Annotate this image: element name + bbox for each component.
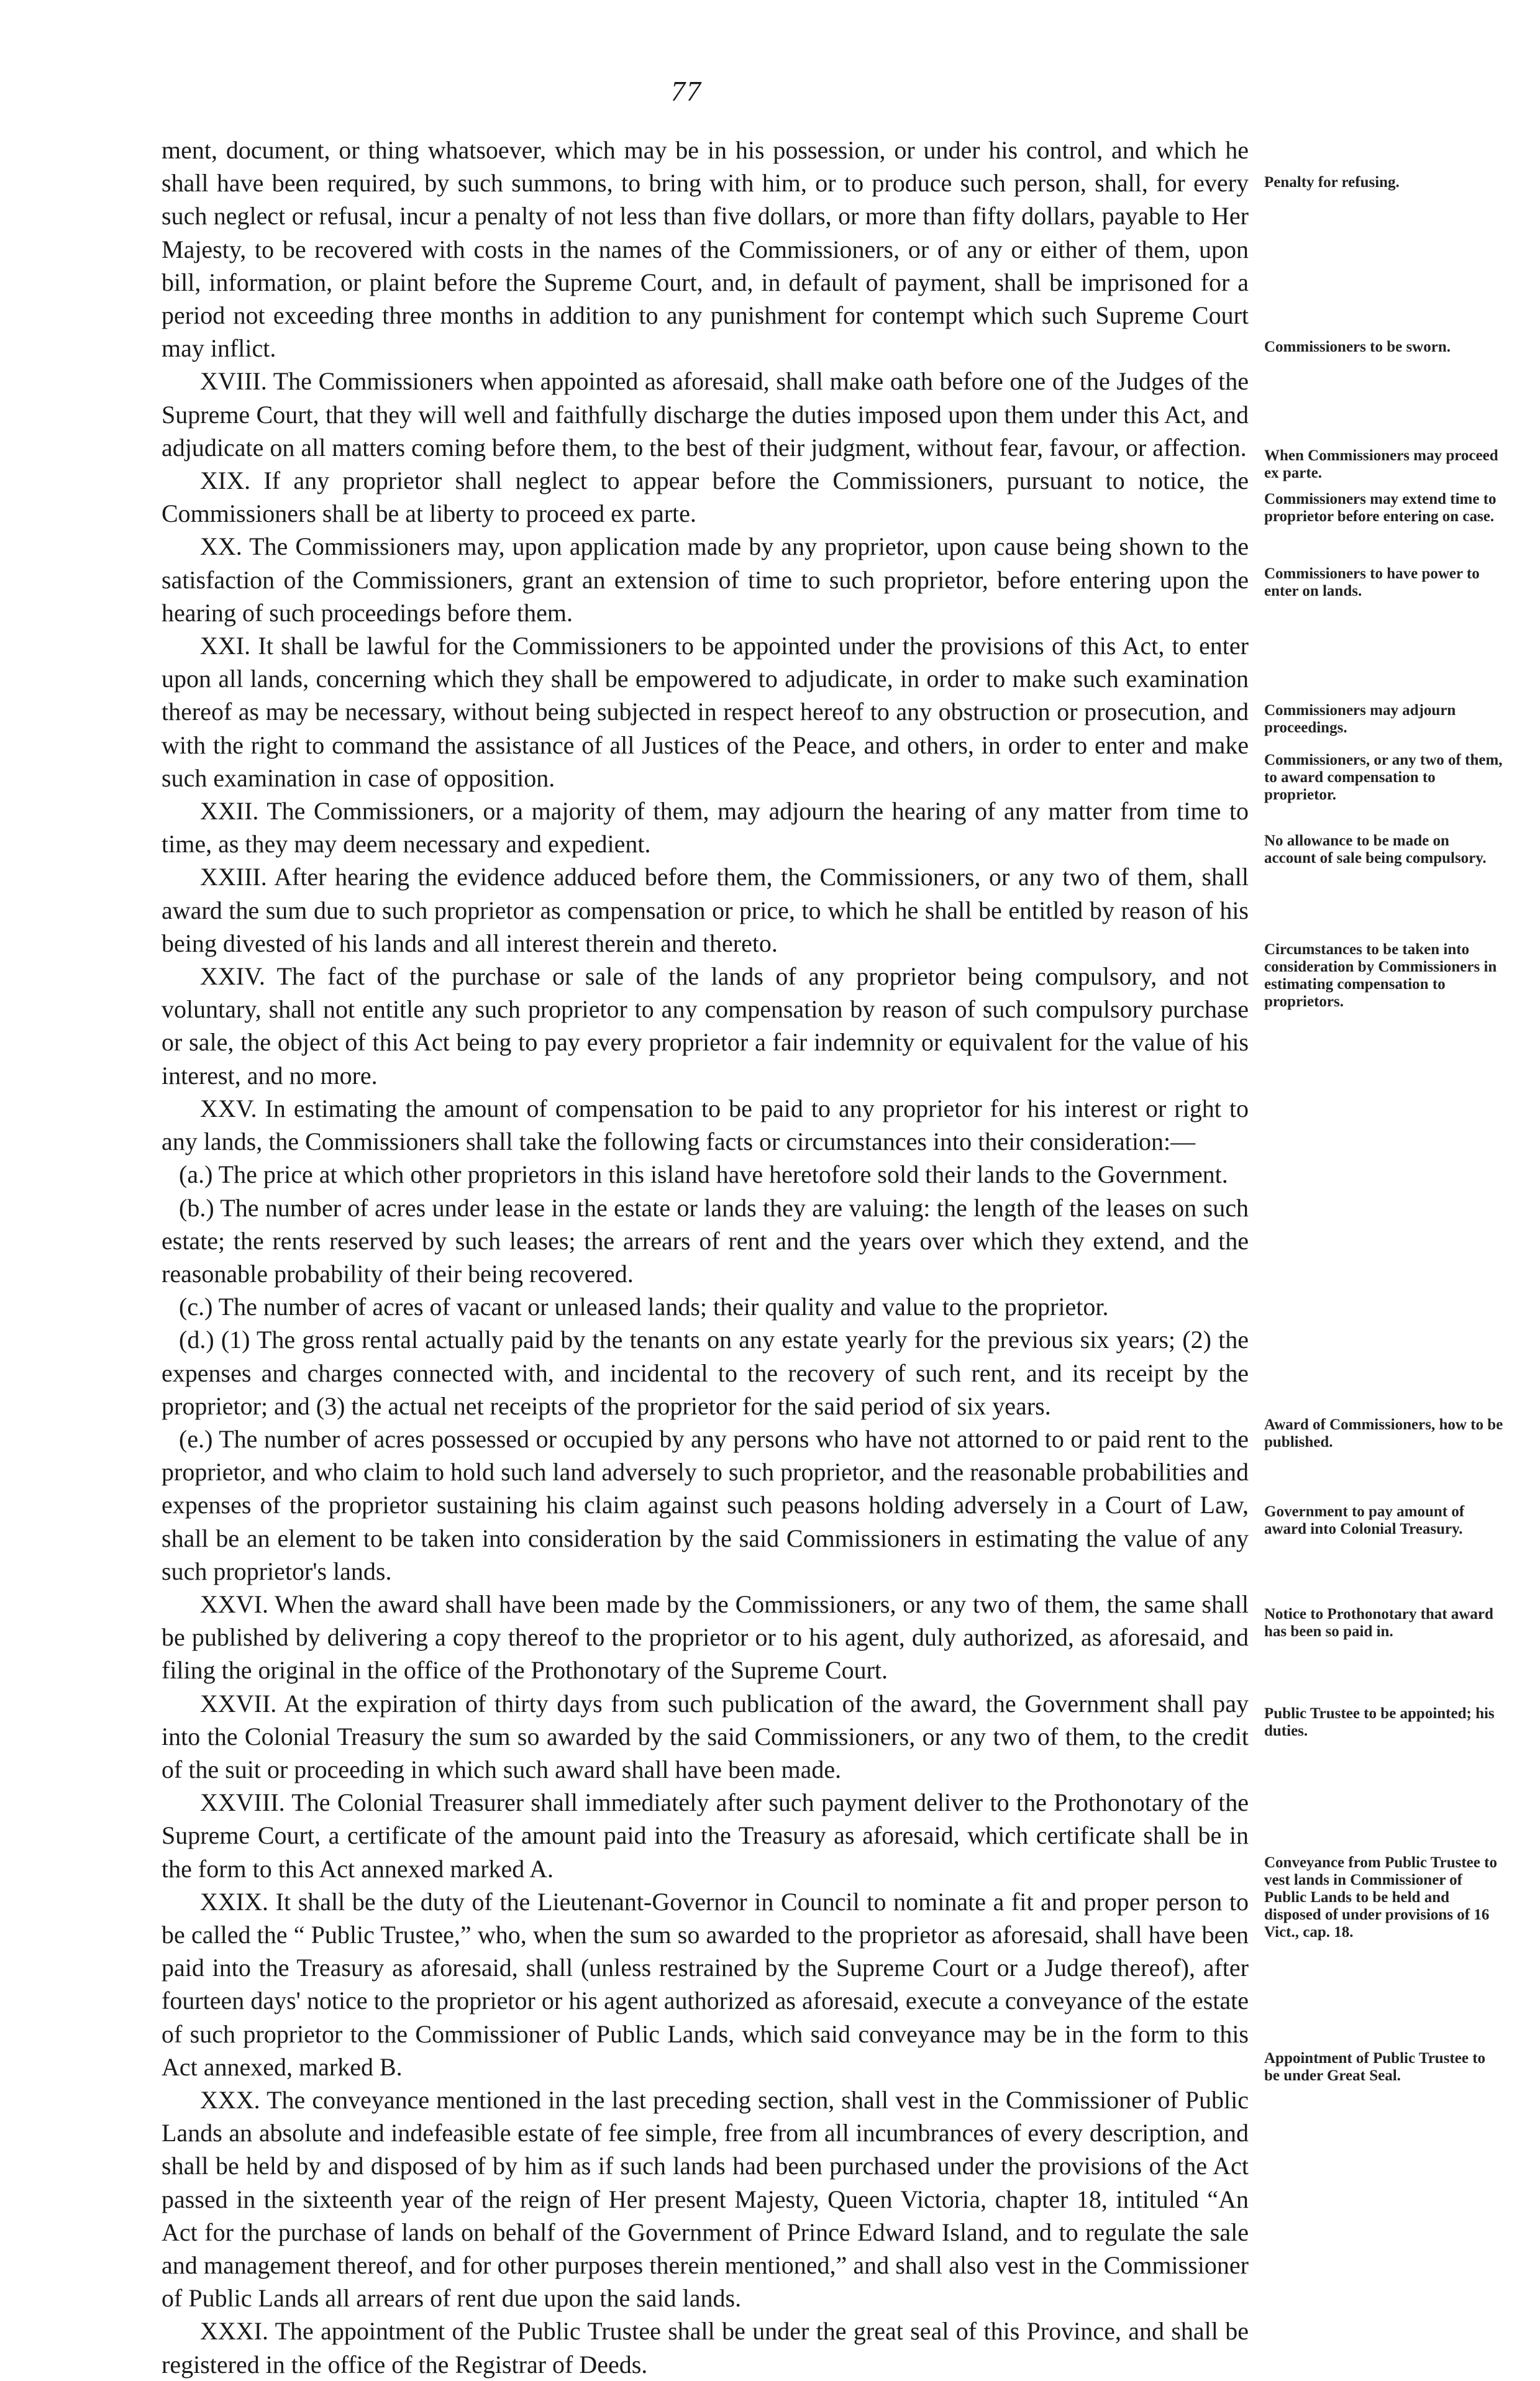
section-xxiii: XXIII. After hearing the evidence adduced before them, the Commissioners, or any two of them, shall award the sum due to such proprietor as compensation or price, to which he shall be entitled by reason of his being divested of his lands and all interest therein and thereto.: [162, 863, 1249, 957]
section-xxi: XXI. It shall be lawful for the Commissioners to be appointed under the provisions of this Act, to enter upon all lands, concerning which they shall be empowered to adjudicate, in order to make such examination thereof as may be necessary, without being subjected in respect hereof to any obstruction or prosecution, and with the right to command the assistance of all Justices of the Peace, and others, in order to enter and make such examination in case of opposition.: [162, 632, 1249, 792]
margin-note-allowance: No allowance to be made on account of sale being compulsory.: [1264, 832, 1487, 867]
margin-note-extend-time: Commissioners may extend time to proprietor before entering on case.: [1264, 491, 1497, 525]
section-xxviii: XXVIII. The Colonial Treasurer shall immediately after such payment deliver to the Prothonotary of the Supreme Court, a certificate of the amount paid into the Treasury as aforesaid, which certificate shall be in the form to this Act annexed marked A.: [162, 1788, 1249, 1883]
section-xviii: XVIII. The Commissioners when appointed as aforesaid, shall make oath before one of the Judges of the Supreme Court, that they will well and faithfully discharge the duties imposed upon them under this Act, and adjudicate on all matters coming before them, to the best of their judgment, without fear, favour, or affection.: [162, 367, 1249, 462]
section-xx: XX. The Commissioners may, upon application made by any proprietor, upon cause being shown to the satisfaction of the Commissioners, grant an extension of time to such proprietor, before entering upon the hearing of such proceedings before them.: [162, 532, 1249, 627]
section-xix: XIX. If any proprietor shall neglect to appear before the Commissioners, pursuant to notice, the Commissioners shall be at liberty to proceed ex parte.: [162, 467, 1249, 528]
margin-note-pay: Government to pay amount of award into Colonial Treasury.: [1264, 1503, 1465, 1537]
margin-note-seal: Appointment of Public Trustee to be under Great Seal.: [1264, 2050, 1486, 2084]
margin-note-circumstances: Circumstances to be taken into consideration by Commissioners in estimating compensation to proprietors.: [1264, 941, 1497, 1010]
margin-note-ex-parte: When Commissioners may proceed ex parte.: [1264, 447, 1498, 481]
margin-note-award: Commissioners, or any two of them, to award compensation to proprietor.: [1264, 752, 1503, 803]
section-xxv-item-c: (c.) The number of acres of vacant or unleased lands; their quality and value to the proprietor.: [179, 1293, 1109, 1321]
statute-body: [162, 134, 1249, 2381]
margin-note-sworn: Commissioners to be sworn.: [1264, 339, 1451, 355]
section-xxv-item-e: (e.) The number of acres possessed or occupied by any persons who have not attorned to or paid rent to the proprietor, and who claim to hold such land adversely to such proprietor, and the reasonable probabilities and expenses of the proprietor sustaining his claim against such peasons holding adversely in a Court of Law, shall be an element to be taken into consideration by the said Commissioners in estimating the value of any such proprietor's lands.: [162, 1424, 1249, 1585]
margin-note-publish: Award of Commissioners, how to be published.: [1264, 1416, 1503, 1450]
section-xxii: XXII. The Commissioners, or a majority of them, may adjourn the hearing of any matter from time to time, as they may deem necessary and expedient.: [162, 797, 1249, 858]
section-xxv-item-a: (a.) The price at which other proprietors in this island have heretofore sold their lands to the Government.: [179, 1160, 1228, 1189]
section-xxvii: XXVII. At the expiration of thirty days from such publication of the award, the Government shall pay into the Colonial Treasury the sum so awarded by the said Commissioners, or any two of them, to the credit of the suit or proceeding in which such award shall have been made.: [162, 1689, 1249, 1783]
section-xxv: XXV. In estimating the amount of compensation to be paid to any proprietor for his interest or right to any lands, the Commissioners shall take the following facts or circumstances into their consideration:—: [162, 1094, 1249, 1156]
margin-note-trustee: Public Trustee to be appointed; his duties.: [1264, 1705, 1495, 1739]
section-xxv-item-b: (b.) The number of acres under lease in the estate or lands they are valuing: the length of the leases on such estate; the rents reserved by such leases; the arrears of rent and the years over which they extend, and the reasonable probability of their being recovered.: [162, 1193, 1249, 1288]
section-xxvi: XXVI. When the award shall have been made by the Commissioners, or any two of them, the same shall be published by delivering a copy thereof to the proprietor or to his agent, duly authorized, as aforesaid, and filing the original in the office of the Prothonotary of the Supreme Court.: [162, 1590, 1249, 1685]
section-xxx: XXX. The conveyance mentioned in the last preceding section, shall vest in the Commissioner of Public Lands an absolute and indefeasible estate of fee simple, free from all incumbrances of every description, and shall be held by and disposed of by him as if such lands had been purchased under the provisions of the Act passed in the sixteenth year of the reign of Her present Majesty, Queen Victoria, chapter 18, intituled “An Act for the purchase of lands on behalf of the Government of Prince Edward Island, and to regulate the sale and management thereof, and for other purposes therein mentioned,” and shall also vest in the Commissioner of Public Lands all arrears of rent due upon the said lands.: [162, 2085, 1249, 2313]
section-xxv-item-d: (d.) (1) The gross rental actually paid by the tenants on any estate yearly for the previous six years; (2) the expenses and charges connected with, and incidental to the recovery of such rent, and its receipt by the proprietor; and (3) the actual net receipts of the proprietor for the said period of six years.: [162, 1326, 1249, 1420]
section-xxix: XXIX. It shall be the duty of the Lieutenant-Governor in Council to nominate a fit and proper person to be called the “ Public Trustee,” who, when the sum so awarded to the proprietor as aforesaid, shall have been paid into the Treasury as aforesaid, shall (unless restrained by the Supreme Court or a Judge thereof), after fourteen days' notice to the proprietor or his agent authorized as aforesaid, execute a conveyance of the estate of such proprietor to the Commissioner of Public Lands, which said conveyance may be in the form to this Act annexed, marked B.: [162, 1887, 1249, 2081]
section-xxiv: XXIV. The fact of the purchase or sale of the lands of any proprietor being compulsory, and not voluntary, shall not entitle any such proprietor to any compensation by reason of such compulsory purchase or sale, the object of this Act being to pay every proprietor a fair indemnity or equivalent for the value of his interest, and no more.: [162, 962, 1249, 1090]
page-number: 77: [671, 75, 702, 107]
section-xxxi: XXXI. The appointment of the Public Trustee shall be under the great seal of this Province, and shall be registered in the office of the Registrar of Deeds.: [162, 2317, 1249, 2379]
margin-note-notice: Notice to Prothonotary that award has been so paid in.: [1264, 1606, 1493, 1640]
margin-note-enter-lands: Commissioners to have power to enter on lands.: [1264, 565, 1480, 599]
paragraph-continuation: ment, document, or thing whatsoever, which may be in his possession, or under his control, and which he shall have been required, by such summons, to bring with him, or to produce such person, shall, for every such neglect or refusal, incur a penalty of not less than five dollars, or more than fifty dollars, payable to Her Majesty, to be recovered with costs in the names of the Commissioners, or of any or either of them, upon bill, information, or plaint before the Supreme Court, and, in default of payment, shall be imprisoned for a period not exceeding three months in addition to any punishment for contempt which such Supreme Court may inflict.: [162, 136, 1249, 363]
margin-note-adjourn: Commissioners may adjourn proceedings.: [1264, 702, 1456, 736]
margin-note-conveyance: Conveyance from Public Trustee to vest lands in Commissioner of Public Lands to be held and disposed of under provisions of 16 Vict., cap. 18.: [1264, 1854, 1497, 1941]
margin-note-penalty: Penalty for refusing.: [1264, 174, 1400, 191]
